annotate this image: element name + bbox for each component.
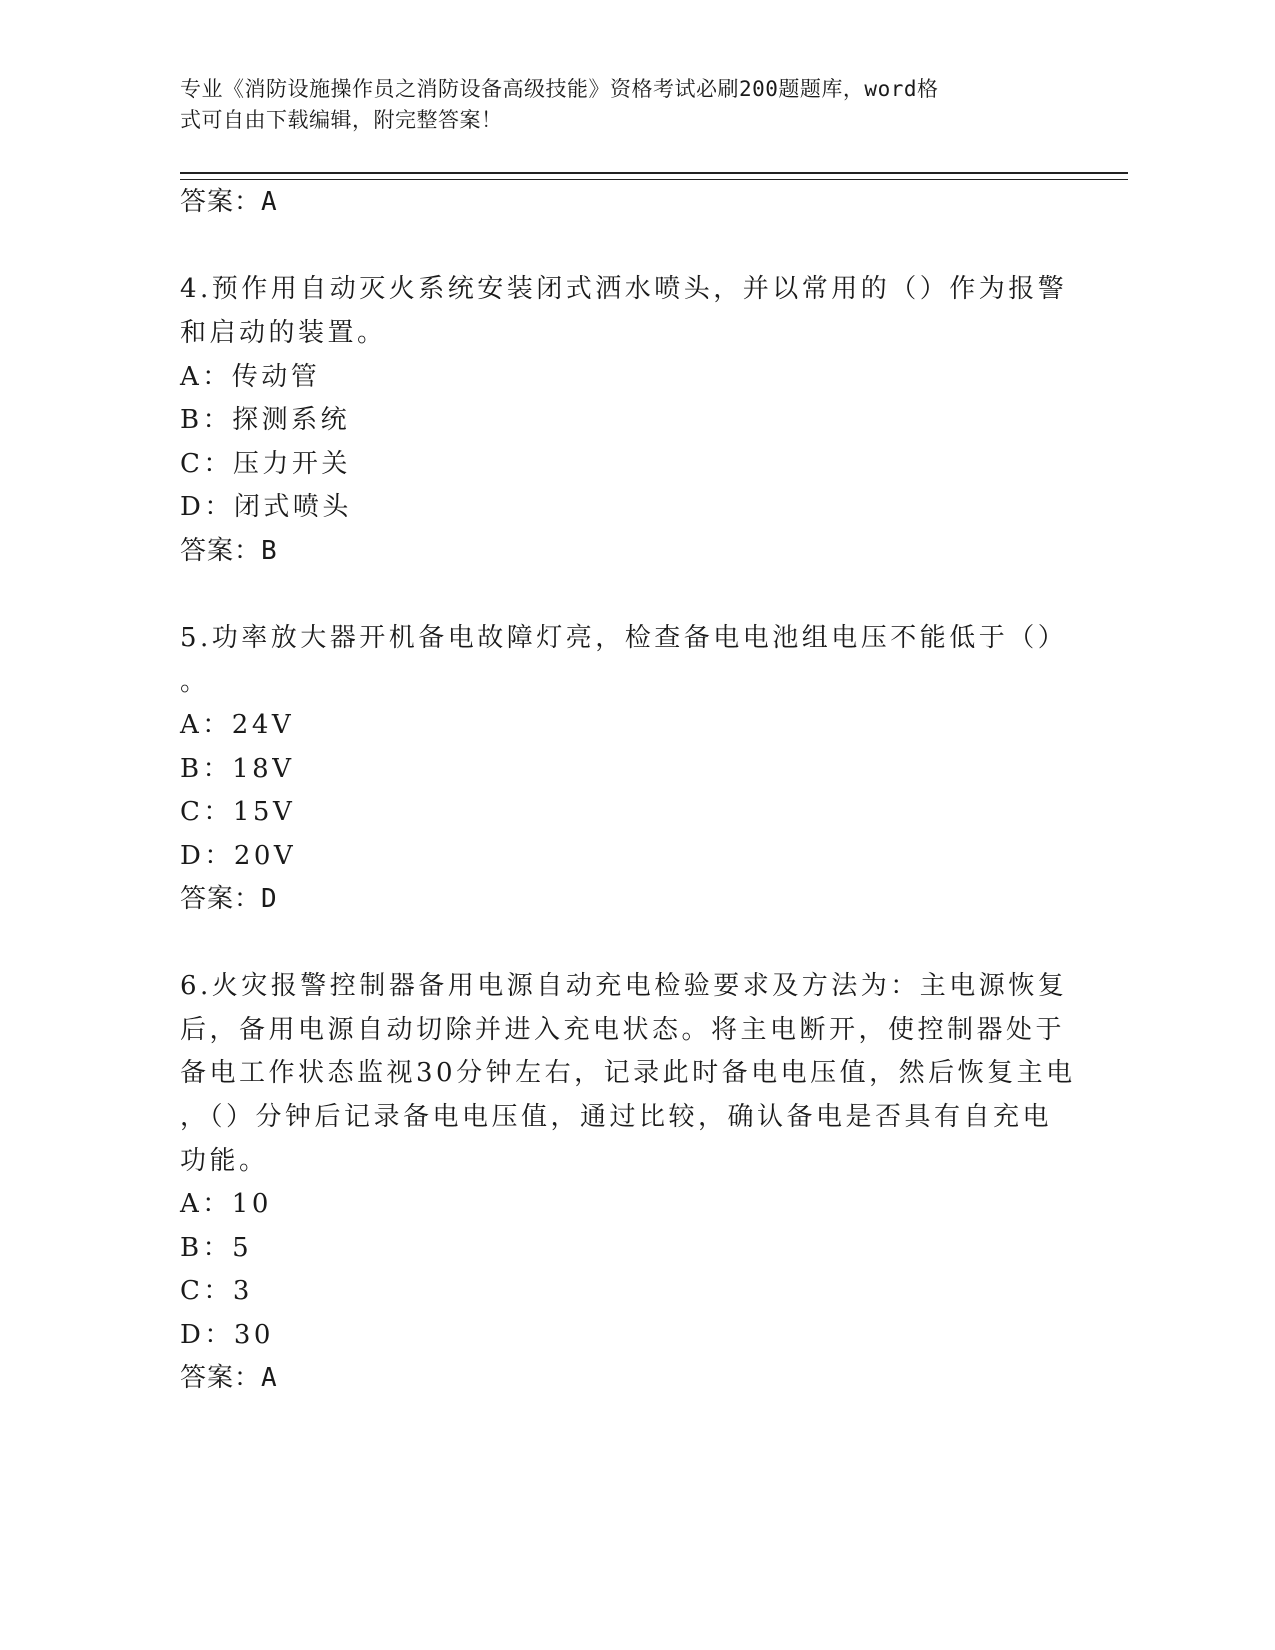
question-4-option-d: D：闭式喷头 [180, 492, 352, 522]
question-6-line-3: 备电工作状态监视30分钟左右，记录此时备电电压值，然后恢复主电 [180, 1058, 1076, 1088]
question-6-option-a: A：10 [180, 1189, 272, 1219]
question-5-answer: 答案：D [180, 884, 278, 914]
question-5-option-c: C：15V [180, 797, 296, 827]
question-4-option-c: C：压力开关 [180, 449, 351, 479]
question-4-answer: 答案：B [180, 536, 278, 566]
question-5-line-1: 5.功率放大器开机备电故障灯亮，检查备电电池组电压不能低于（） [180, 623, 1068, 653]
question-5-line-2: 。 [180, 667, 210, 697]
question-5-option-a: A：24V [180, 710, 295, 740]
question-6-answer: 答案：A [180, 1363, 278, 1393]
question-4-line-2: 和启动的装置。 [180, 318, 387, 348]
header-rule-thick [180, 172, 1128, 174]
question-5-option-b: B：18V [180, 754, 295, 784]
question-6-line-1: 6.火灾报警控制器备用电源自动充电检验要求及方法为：主电源恢复 [180, 971, 1068, 1001]
question-6-option-d: D：30 [180, 1320, 274, 1350]
question-6-option-c: C：3 [180, 1276, 253, 1306]
question-5-option-d: D：20V [180, 841, 297, 871]
question-6-option-b: B：5 [180, 1233, 253, 1263]
question-6-line-5: 功能。 [180, 1146, 269, 1176]
answer-previous: 答案：A [180, 187, 278, 217]
question-6-line-2: 后，备用电源自动切除并进入充电状态。将主电断开，使控制器处于 [180, 1015, 1066, 1045]
header-line-1: 专业《消防设施操作员之消防设备高级技能》资格考试必刷200题题库，word格 [180, 77, 939, 101]
question-4-option-a: A：传动管 [180, 362, 321, 392]
question-4-option-b: B：探测系统 [180, 405, 351, 435]
header-line-2: 式可自由下载编辑，附完整答案！ [180, 108, 503, 132]
header-rule-thin [180, 179, 1128, 180]
question-6-line-4: ，（）分钟后记录备电电压值，通过比较，确认备电是否具有自充电 [180, 1102, 1053, 1132]
document-header [180, 74, 1060, 136]
question-4-line-1: 4.预作用自动灭火系统安装闭式洒水喷头，并以常用的（）作为报警 [180, 274, 1068, 304]
